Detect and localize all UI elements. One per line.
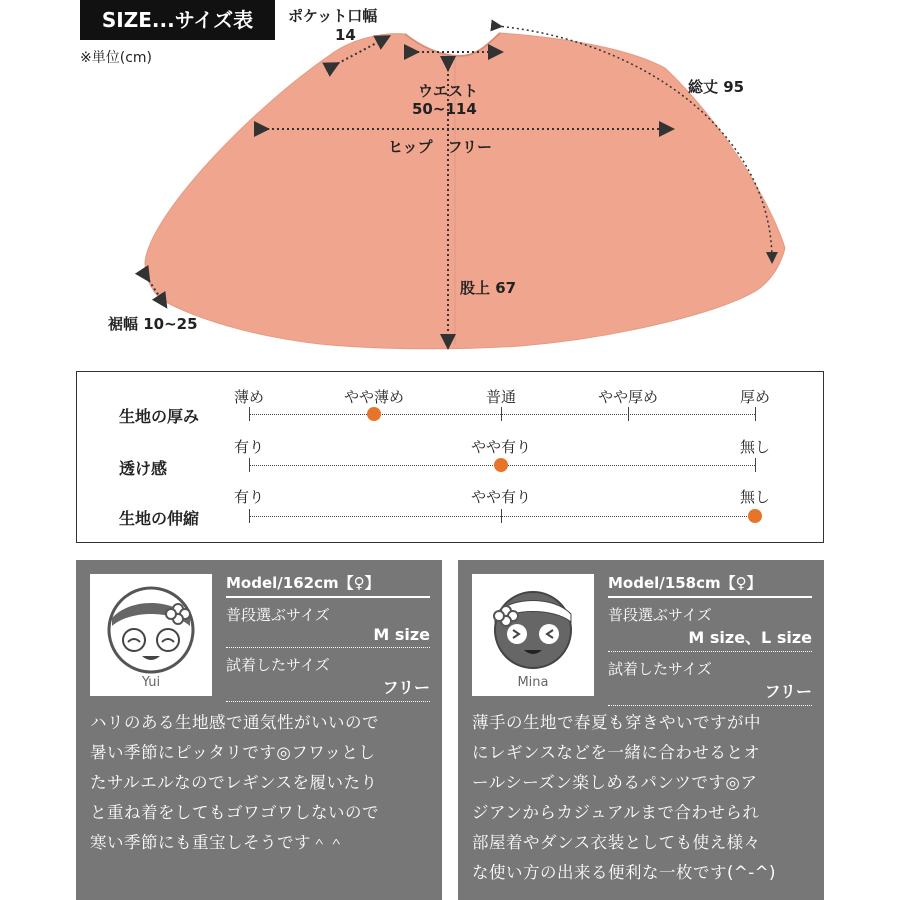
tried-size-label: 試着したサイズ [608,660,712,678]
fabric-scale-box [76,371,824,543]
usual-size-label: 普段選ぶサイズ [226,606,330,624]
avatar [472,574,594,696]
stretch-tick-label: やや有り [470,488,532,506]
thickness-scale-line [249,414,755,415]
tried-size-value: フリー [226,675,430,702]
thickness-indicator-dot [367,407,381,421]
stretch-scale-line [249,516,755,517]
hip-label: ヒップ フリー [388,138,492,156]
thickness-tick-label: 薄め [233,388,265,406]
transparency-label: 透け感 [119,459,168,478]
pocket-value: 14 [335,26,356,44]
thickness-tick-label: やや薄め [343,388,405,406]
tried-size-label: 試着したサイズ [226,656,330,674]
pocket-label: ポケット口幅 [288,7,378,25]
scale-tick [628,407,629,421]
transparency-tick-label: 無し [739,438,771,456]
usual-size-value: M size、L size [608,625,812,652]
model-panel-yui [76,560,442,900]
stretch-tick-label: 無し [739,488,771,506]
transparency-indicator-dot [494,458,508,472]
usual-size-label: 普段選ぶサイズ [608,606,712,624]
model-info [608,572,812,706]
usual-size-value: M size [226,625,430,648]
tried-size-value: フリー [608,679,812,706]
scale-tick [249,407,250,421]
thickness-tick-label: 厚め [739,388,771,406]
avatar [90,574,212,696]
transparency-tick-label: やや有り [470,438,532,456]
thickness-label: 生地の厚み [119,407,200,426]
transparency-tick-label: 有り [233,438,265,456]
total-length-label: 総丈 95 [688,78,745,96]
stretch-label: 生地の伸縮 [119,509,200,528]
model-panel-mina [458,560,824,900]
scale-tick [249,458,250,472]
model-comment: ハリのある生地感で通気性がいいので 暑い季節にピッタリです◎フワッとし たサルエルなのでレギンスを履いたり と重ね着をしてもゴワゴワしないので 寒い季節にも重宝しそうです＾＾ [90,713,379,852]
scale-tick [501,407,502,421]
thickness-tick-label: 普通 [485,388,517,406]
unit-note: ※単位(cm) [80,50,152,66]
waist-value: 50~114 [412,100,477,118]
model-height: Model/158cm【♀】 [608,572,812,598]
scale-tick [501,509,502,523]
model-info [226,572,430,702]
size-chart-title: SIZE...サイズ表 [80,0,275,40]
model-comment: 薄手の生地で春夏も穿きやいですが中 にレギンスなどを一緒に合わせるとオ ールシーズン楽しめるパンツです◎ア ジアンからカジュアルまで合わせられ 部屋着やダンス衣装としても使え様々 な使い方の出来る便利な一枚です(^-^) [472,713,776,882]
stretch-indicator-dot [748,509,762,523]
model-height: Model/162cm【♀】 [226,572,430,598]
model-name: Yui [141,675,161,690]
rise-label: 股上 67 [460,279,517,297]
scale-tick [755,458,756,472]
hem-label: 裾幅 10~25 [108,315,198,333]
waist-label: ウエスト [418,82,479,100]
model-name: Mina [517,675,549,690]
scale-tick [755,407,756,421]
thickness-tick-label: やや厚め [597,388,659,406]
stretch-tick-label: 有り [233,488,265,506]
garment-illustration [0,0,900,360]
scale-tick [249,509,250,523]
